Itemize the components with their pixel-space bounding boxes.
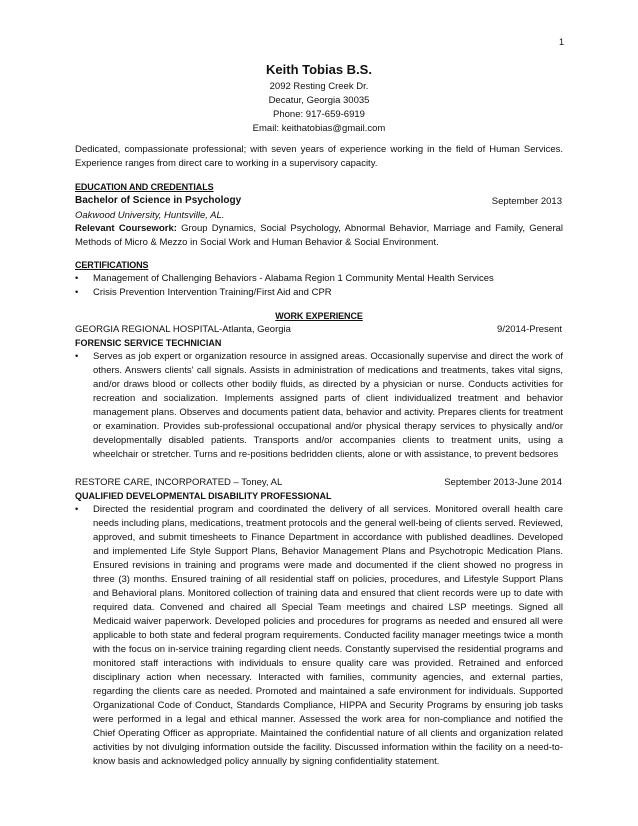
certifications-list xyxy=(75,272,563,300)
degree-date: September 2013 xyxy=(491,196,562,207)
job-dates: 9/2014-Present xyxy=(497,324,562,335)
contact-block xyxy=(0,80,638,136)
page-number: 1 xyxy=(558,37,564,47)
address-line-1: 2092 Resting Creek Dr. xyxy=(269,81,369,92)
degree-title: Bachelor of Science in Psychology xyxy=(75,195,242,206)
job-employer: GEORGIA REGIONAL HOSPITAL-Atlanta, Georgia xyxy=(75,324,291,335)
email: Email: keithatobias@gmail.com xyxy=(252,123,386,134)
job-duties-list xyxy=(75,350,563,462)
job-title: QUALIFIED DEVELOPMENTAL DISABILITY PROFESSIONAL xyxy=(75,491,332,501)
education-heading: EDUCATION AND CREDENTIALS xyxy=(75,182,214,192)
job-title: FORENSIC SERVICE TECHNICIAN xyxy=(75,338,222,348)
coursework-text: Group Dynamics, Social Psychology, Abnormal Behavior, Marriage and Family, General Methods of Micro & Mezzo in Social Work and Human Behavior & Social Environment. xyxy=(75,223,563,248)
list-item xyxy=(75,503,563,769)
certification-text: Management of Challenging Behaviors - Alabama Region 1 Community Mental Health Services xyxy=(93,273,494,284)
list-item xyxy=(75,350,563,462)
resume-name: Keith Tobias B.S. xyxy=(266,62,372,77)
job-dates: September 2013-June 2014 xyxy=(444,477,562,488)
bullet-icon: • xyxy=(75,504,79,515)
professional-summary: Dedicated, compassionate professional; with seven years of experience working in the field of Human Services. Experience ranges from direct care to working in a supervisory capacity. xyxy=(75,144,563,169)
certifications-heading: CERTIFICATIONS xyxy=(75,260,149,270)
certification-text: Crisis Prevention Intervention Training/First Aid and CPR xyxy=(93,287,332,298)
phone: Phone: 917-659-6919 xyxy=(273,109,365,120)
job-duties: Serves as job expert or organization resource in assigned areas. Occasionally supervise and direct the work of others. Answers clients' call signals. Assists in administration of medications and treatments, takes vital signs, and/or draws blood or collects other bodily fluids, as directed by a physician or nurse. Conducts activities for recreation and socialization. Implements assigned parts of client individualized treatment and behavior management plans. Observes and documents patient data, behavior and activity. Prepares clients for treatment or examination. Provides sub-professional occupational and/or physical therapy services to physically and/or developmentally disabled patients. Transports and/or accompanies clients to treatment units, using a wheelchair or stretcher. Turns and re-positions bedridden clients, alone or with assistance, to prevent bedsores xyxy=(93,351,563,460)
bullet-icon: • xyxy=(75,273,79,284)
job-duties-list xyxy=(75,503,563,769)
job-employer: RESTORE CARE, INCORPORATED – Toney, AL xyxy=(75,477,283,488)
bullet-icon: • xyxy=(75,287,79,298)
school-name: Oakwood University, Huntsville, AL. xyxy=(75,210,225,221)
coursework-label: Relevant Coursework: xyxy=(75,223,177,234)
list-item xyxy=(75,286,563,300)
work-heading: WORK EXPERIENCE xyxy=(275,311,363,321)
list-item xyxy=(75,272,563,286)
job-duties: Directed the residential program and coordinated the delivery of all services. Monitored overall health care needs including plans, medications, treatment protocols and the general well-being of clients served. Reviewed, approved, and submit timesheets to Finance Department in accordance with published deadlines. Developed and implemented Life Style Support Plans, Behavior Management Plans and Psychotropic Medication Plans. Ensured revisions in training and programs were made and documented if the client showed no progress in three (3) months. Ensured training of all residential staff on policies, procedures, and Lifestyle Support Plans and Behavioral plans. Monitored collection of training data and ensured that client records were up to date with required data. Convened and chaired all Special Team meetings and chaired LSP meetings. Signed all Medicaid waiver paperwork. Developed policies and procedures for programs as needed and ensured all were applicable to both state and federal program requirements. Conducted facility manager meetings twice a month with the focus on in-service training regarding client needs. Constantly supervised the residential programs and monitored staff interactions with individuals to ensure quality care was provided. Retrained and enforced disciplinary action when necessary. Interacted with families, community agencies, and external parties, regarding the clients care as needed. Promoted and maintained a safe environment for individuals. Supported Organizational Code of Conduct, Standards Compliance, HIPPA and Security Programs by ensuring job tasks were performed in a legal and ethical manner. Assessed the work area for non-compliance and notified the Chief Operating Officer as appropriate. Maintained the confidential nature of all clients and organization related activities by not divulging information outside the facility. Discussed information within the facility on a need-to-know basis and acknowledged policy annually by signing confidentiality statement. xyxy=(93,504,563,767)
bullet-icon: • xyxy=(75,351,79,362)
address-line-2: Decatur, Georgia 30035 xyxy=(268,95,370,106)
coursework xyxy=(75,222,563,250)
